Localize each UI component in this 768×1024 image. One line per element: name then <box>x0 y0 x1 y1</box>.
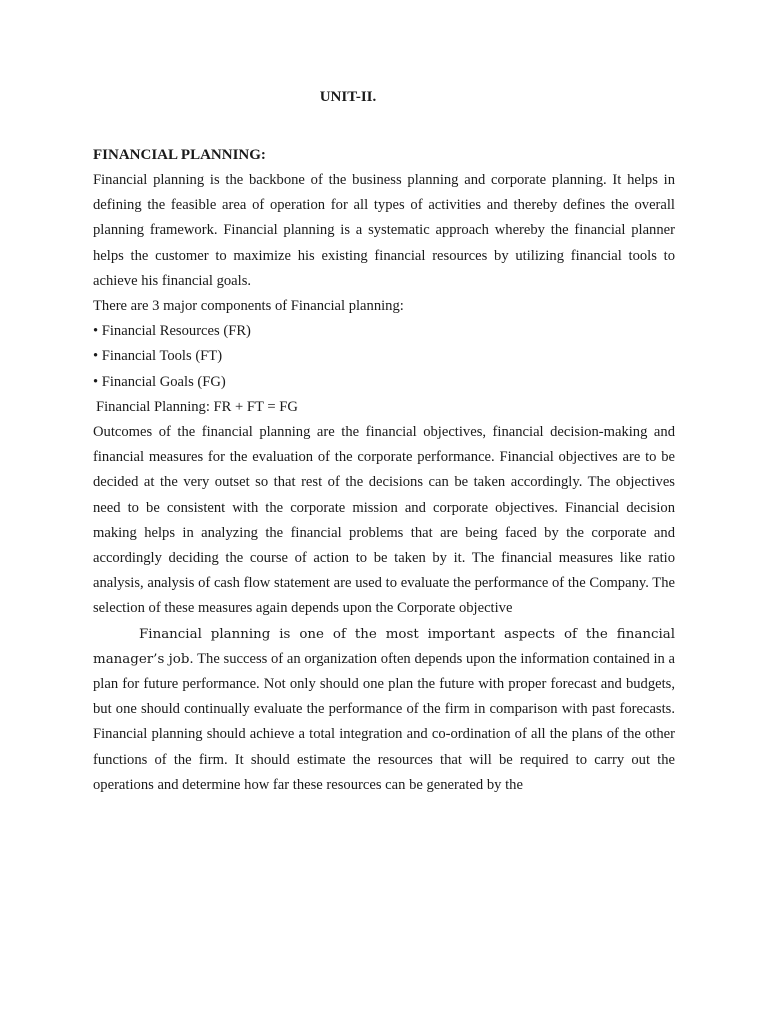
outcomes-paragraph: Outcomes of the financial planning are the financial objectives, financial decision-making and financial measures for the evaluation of the corporate performance. Financial objectives are to be decided at the very outset so that rest of the decisions can be taken accordingly. The objectives need to be consistent with the corporate mission and corporate objectives. Financial decision making helps in analyzing the financial problems that are being faced by the corporate and accordingly deciding the course of action to be taken by it. The financial measures like ratio analysis, analysis of cash flow statement are used to evaluate the performance of the Company. The selection of these measures again depends upon the Corporate objective <box>93 424 675 617</box>
importance-paragraph <box>93 622 675 798</box>
section-heading: FINANCIAL PLANNING: <box>93 147 266 163</box>
document-body <box>93 143 675 798</box>
formula-line: Financial Planning: FR + FT = FG <box>96 398 298 415</box>
intro-paragraph: Financial planning is the backbone of the business planning and corporate planning. It helps in defining the feasible area of operation for all types of activities and thereby defines the overall planning framework. Financial planning is a systematic approach whereby the financial planner helps the customer to maximize his existing financial resources by utilizing financial tools to achieve his financial goals. <box>93 172 675 289</box>
components-list <box>93 319 675 395</box>
importance-lead: Financial planning is one of the most important aspects of the financial manager’s job. <box>93 626 675 667</box>
components-intro: There are 3 major components of Financial planning: <box>93 298 404 315</box>
unit-title: UNIT-II. <box>319 89 377 105</box>
importance-rest: The success of an organization often depends upon the information contained in a plan for future performance. Not only should one plan the future with proper forecast and budgets, but one should continually evaluate the performance of the firm in comparison with past forecasts. Financial planning should achieve a total integration and co-ordination of all the plans of the other functions of the firm. It should estimate the resources that will be required to carry out the operations and determine how far these resources can be generated by the <box>93 650 675 793</box>
list-item: • Financial Resources (FR) <box>93 323 251 340</box>
list-item: • Financial Goals (FG) <box>93 373 226 390</box>
list-item: • Financial Tools (FT) <box>93 348 223 365</box>
